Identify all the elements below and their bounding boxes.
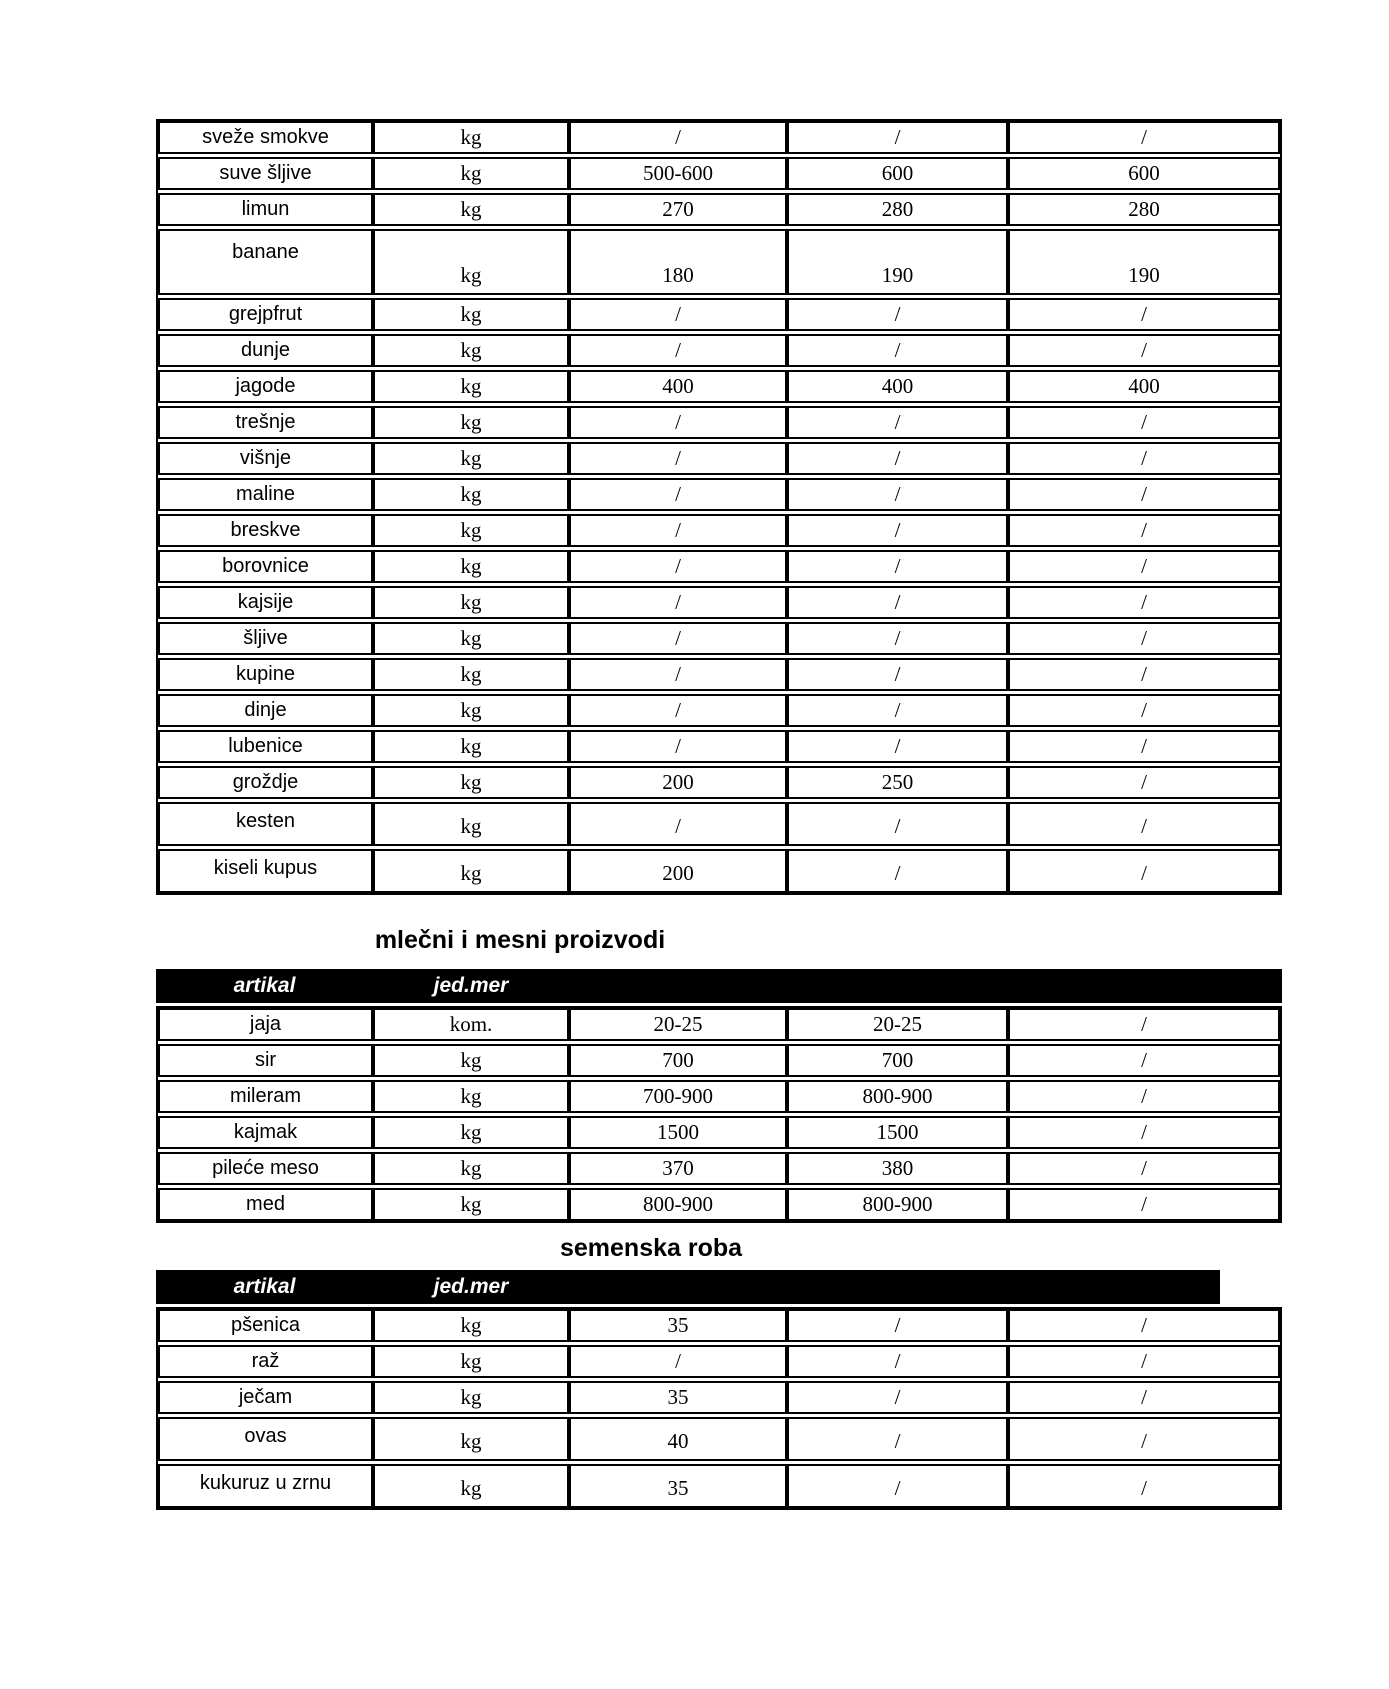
price-cell-2: / [787, 730, 1008, 763]
dairy-meat-section-title: mlečni i mesni proizvodi [374, 926, 666, 954]
price-cell-2: 380 [787, 1152, 1008, 1185]
price-cell-3: / [1008, 334, 1280, 367]
product-name-cell: groždje [158, 766, 373, 799]
price-cell-1: / [569, 478, 787, 511]
price-cell-1: 400 [569, 370, 787, 403]
column-header-jedmer: jed.mer [433, 974, 509, 997]
table-row [158, 406, 1280, 439]
table-row [158, 849, 1280, 893]
product-name-cell: višnje [158, 442, 373, 475]
table-body [156, 1307, 1282, 1510]
product-name-cell: raž [158, 1345, 373, 1378]
unit-cell: kg [373, 1116, 569, 1149]
table-row [158, 622, 1280, 655]
price-cell-2: / [787, 478, 1008, 511]
unit-cell: kg [373, 766, 569, 799]
price-cell-1: 40 [569, 1417, 787, 1461]
table-row [158, 1381, 1280, 1414]
product-name-cell: jaja [158, 1008, 373, 1041]
table-row [158, 1044, 1280, 1077]
unit-cell: kg [373, 550, 569, 583]
seeds-price-table [156, 1270, 1282, 1510]
table-row [158, 1464, 1280, 1508]
price-cell-2: / [787, 442, 1008, 475]
table-row [158, 370, 1280, 403]
price-cell-3: / [1008, 1381, 1280, 1414]
price-cell-2: 20-25 [787, 1008, 1008, 1041]
table-row [158, 586, 1280, 619]
price-cell-2: / [787, 334, 1008, 367]
price-cell-3: / [1008, 442, 1280, 475]
unit-cell: kg [373, 1417, 569, 1461]
price-cell-2: 600 [787, 157, 1008, 190]
price-cell-3: / [1008, 1152, 1280, 1185]
table-row [158, 1080, 1280, 1113]
table-row [158, 658, 1280, 691]
price-cell-2: 800-900 [787, 1188, 1008, 1221]
price-cell-3: / [1008, 1116, 1280, 1149]
price-cell-3: / [1008, 802, 1280, 846]
table-row [158, 1417, 1280, 1461]
product-name-cell: šljive [158, 622, 373, 655]
price-cell-2: 700 [787, 1044, 1008, 1077]
price-cell-2: / [787, 658, 1008, 691]
table-row [158, 229, 1280, 295]
unit-cell: kg [373, 1381, 569, 1414]
price-cell-1: / [569, 1345, 787, 1378]
product-name-cell: suve šljive [158, 157, 373, 190]
price-cell-3: / [1008, 1417, 1280, 1461]
price-cell-2: / [787, 586, 1008, 619]
product-name-cell: dinje [158, 694, 373, 727]
unit-cell: kg [373, 478, 569, 511]
unit-cell: kg [373, 1309, 569, 1342]
price-cell-1: 200 [569, 766, 787, 799]
product-name-cell: jagode [158, 370, 373, 403]
price-cell-1: / [569, 121, 787, 154]
product-name-cell: kukuruz u zrnu [158, 1464, 373, 1508]
price-cell-1: 20-25 [569, 1008, 787, 1041]
price-cell-1: 35 [569, 1464, 787, 1508]
price-cell-3: / [1008, 622, 1280, 655]
product-name-cell: ovas [158, 1417, 373, 1461]
product-name-cell: maline [158, 478, 373, 511]
price-cell-2: 1500 [787, 1116, 1008, 1149]
price-cell-2: / [787, 802, 1008, 846]
price-cell-3: / [1008, 514, 1280, 547]
product-name-cell: kupine [158, 658, 373, 691]
product-name-cell: borovnice [158, 550, 373, 583]
price-cell-3: / [1008, 1345, 1280, 1378]
product-name-cell: trešnje [158, 406, 373, 439]
price-cell-2: / [787, 694, 1008, 727]
table-header-bar [156, 1270, 1220, 1304]
price-cell-3: 190 [1008, 229, 1280, 295]
product-name-cell: med [158, 1188, 373, 1221]
product-name-cell: dunje [158, 334, 373, 367]
price-cell-1: 700 [569, 1044, 787, 1077]
table-row [158, 550, 1280, 583]
unit-cell: kg [373, 442, 569, 475]
price-cell-2: 250 [787, 766, 1008, 799]
price-cell-2: 400 [787, 370, 1008, 403]
unit-cell: kg [373, 658, 569, 691]
unit-cell: kg [373, 193, 569, 226]
table-row [158, 298, 1280, 331]
unit-cell: kom. [373, 1008, 569, 1041]
table-body [156, 1006, 1282, 1223]
table-row [158, 802, 1280, 846]
product-name-cell: breskve [158, 514, 373, 547]
table-row [158, 193, 1280, 226]
product-name-cell: ječam [158, 1381, 373, 1414]
product-name-cell: mileram [158, 1080, 373, 1113]
price-cell-1: / [569, 802, 787, 846]
price-cell-1: 1500 [569, 1116, 787, 1149]
price-cell-3: / [1008, 1188, 1280, 1221]
price-cell-3: 400 [1008, 370, 1280, 403]
product-name-cell: kesten [158, 802, 373, 846]
price-cell-1: / [569, 658, 787, 691]
table-row [158, 334, 1280, 367]
price-cell-3: / [1008, 766, 1280, 799]
unit-cell: kg [373, 298, 569, 331]
price-cell-3: / [1008, 478, 1280, 511]
price-cell-1: 35 [569, 1381, 787, 1414]
unit-cell: kg [373, 586, 569, 619]
price-cell-1: 500-600 [569, 157, 787, 190]
price-cell-3: / [1008, 1080, 1280, 1113]
product-name-cell: lubenice [158, 730, 373, 763]
price-cell-3: / [1008, 1044, 1280, 1077]
unit-cell: kg [373, 334, 569, 367]
price-cell-2: 190 [787, 229, 1008, 295]
price-cell-1: 370 [569, 1152, 787, 1185]
price-cell-2: / [787, 514, 1008, 547]
price-cell-3: / [1008, 1464, 1280, 1508]
price-cell-3: / [1008, 406, 1280, 439]
price-cell-3: / [1008, 298, 1280, 331]
price-cell-1: 700-900 [569, 1080, 787, 1113]
price-cell-3: / [1008, 586, 1280, 619]
price-cell-1: / [569, 586, 787, 619]
price-cell-2: / [787, 1309, 1008, 1342]
fruits-price-table [156, 119, 1282, 895]
unit-cell: kg [373, 694, 569, 727]
price-cell-1: 180 [569, 229, 787, 295]
price-cell-3: / [1008, 1008, 1280, 1041]
unit-cell: kg [373, 406, 569, 439]
price-cell-2: / [787, 1345, 1008, 1378]
price-cell-2: 280 [787, 193, 1008, 226]
product-name-cell: sir [158, 1044, 373, 1077]
unit-cell: kg [373, 370, 569, 403]
seeds-section-title: semenska roba [559, 1234, 743, 1262]
unit-cell: kg [373, 1080, 569, 1113]
table-row [158, 478, 1280, 511]
product-name-cell: pšenica [158, 1309, 373, 1342]
price-cell-1: / [569, 406, 787, 439]
price-cell-2: / [787, 1381, 1008, 1414]
price-cell-2: / [787, 1464, 1008, 1508]
unit-cell: kg [373, 1152, 569, 1185]
table-row [158, 1188, 1280, 1221]
table-row [158, 121, 1280, 154]
price-cell-1: / [569, 298, 787, 331]
price-cell-3: 600 [1008, 157, 1280, 190]
column-header-artikal: artikal [233, 974, 296, 997]
table-row [158, 766, 1280, 799]
price-cell-1: / [569, 334, 787, 367]
price-cell-3: / [1008, 550, 1280, 583]
product-name-cell: sveže smokve [158, 121, 373, 154]
product-name-cell: kajsije [158, 586, 373, 619]
unit-cell: kg [373, 1188, 569, 1221]
unit-cell: kg [373, 802, 569, 846]
price-cell-1: / [569, 730, 787, 763]
table-row [158, 1345, 1280, 1378]
price-cell-2: / [787, 298, 1008, 331]
price-cell-3: / [1008, 730, 1280, 763]
table-row [158, 157, 1280, 190]
price-cell-3: / [1008, 694, 1280, 727]
price-cell-2: / [787, 849, 1008, 893]
table-row [158, 1116, 1280, 1149]
price-cell-1: / [569, 622, 787, 655]
unit-cell: kg [373, 514, 569, 547]
table-row [158, 1008, 1280, 1041]
unit-cell: kg [373, 730, 569, 763]
price-cell-2: / [787, 1417, 1008, 1461]
price-cell-3: 280 [1008, 193, 1280, 226]
price-cell-3: / [1008, 121, 1280, 154]
table-header-bar [156, 969, 1282, 1003]
price-cell-1: 270 [569, 193, 787, 226]
table-row [158, 730, 1280, 763]
table-body [156, 119, 1282, 895]
table-row [158, 694, 1280, 727]
unit-cell: kg [373, 157, 569, 190]
price-cell-2: 800-900 [787, 1080, 1008, 1113]
price-cell-2: / [787, 121, 1008, 154]
unit-cell: kg [373, 1464, 569, 1508]
table-row [158, 514, 1280, 547]
product-name-cell: kiseli kupus [158, 849, 373, 893]
price-cell-3: / [1008, 849, 1280, 893]
product-name-cell: pileće meso [158, 1152, 373, 1185]
product-name-cell: grejpfrut [158, 298, 373, 331]
price-cell-1: / [569, 442, 787, 475]
price-cell-3: / [1008, 1309, 1280, 1342]
column-header-jedmer: jed.mer [433, 1275, 509, 1298]
price-cell-3: / [1008, 658, 1280, 691]
table-row [158, 1152, 1280, 1185]
unit-cell: kg [373, 1345, 569, 1378]
unit-cell: kg [373, 121, 569, 154]
price-cell-2: / [787, 622, 1008, 655]
column-header-artikal: artikal [233, 1275, 296, 1298]
price-cell-1: / [569, 694, 787, 727]
product-name-cell: banane [158, 229, 373, 295]
unit-cell: kg [373, 849, 569, 893]
table-row [158, 442, 1280, 475]
price-cell-1: 35 [569, 1309, 787, 1342]
price-cell-2: / [787, 550, 1008, 583]
price-cell-1: 200 [569, 849, 787, 893]
dairy-meat-price-table [156, 969, 1282, 1223]
price-cell-1: 800-900 [569, 1188, 787, 1221]
unit-cell: kg [373, 1044, 569, 1077]
product-name-cell: kajmak [158, 1116, 373, 1149]
product-name-cell: limun [158, 193, 373, 226]
price-cell-1: / [569, 514, 787, 547]
table-row [158, 1309, 1280, 1342]
unit-cell: kg [373, 622, 569, 655]
price-cell-1: / [569, 550, 787, 583]
price-cell-2: / [787, 406, 1008, 439]
unit-cell: kg [373, 229, 569, 295]
